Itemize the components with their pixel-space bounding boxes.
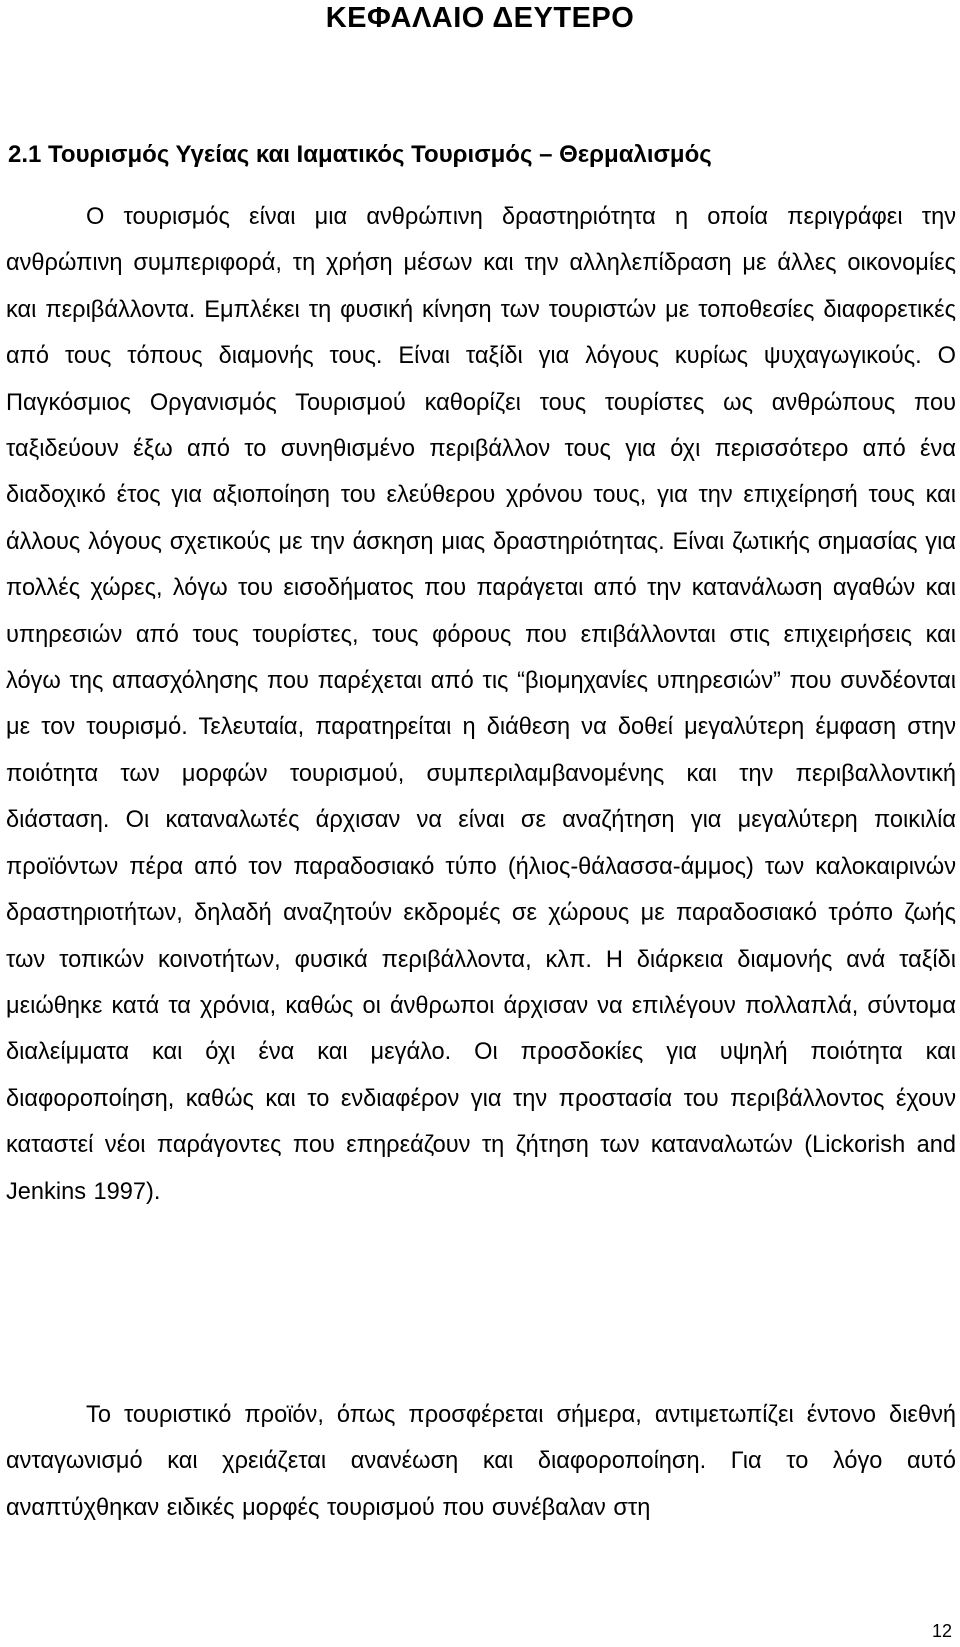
section-heading: 2.1 Τουρισμός Υγείας και Ιαματικός Τουρισμός – Θερμαλισμός [8, 141, 712, 168]
body-paragraph-2: Το τουριστικό προϊόν, όπως προσφέρεται σήμερα, αντιμετωπίζει έντονο διεθνή ανταγωνισμό και χρειάζεται ανανέωση και διαφοροποίηση. Για το λόγο αυτό αναπτύχθηκαν ειδικές μορφές τουρισμού που συνέβαλαν στη [6, 1402, 956, 1521]
body-paragraph-1: Ο τουρισμός είναι μια ανθρώπινη δραστηριότητα η οποία περιγράφει την ανθρώπινη συμπεριφορά, τη χρήση μέσων και την αλληλεπίδραση με άλλες οικονομίες και περιβάλλοντα. Εμπλέκει τη φυσική κίνηση των τουριστών με τοποθεσίες διαφορετικές από τους τόπους διαμονής τους. Είναι ταξίδι για λόγους κυρίως ψυχαγωγικούς. Ο Παγκόσμιος Οργανισμός Τουρισμού καθορίζει τους τουρίστες ως ανθρώπους που ταξιδεύουν έξω από το συνηθισμένο περιβάλλον τους για όχι περισσότερο από ένα διαδοχικό έτος για αξιοποίηση του ελεύθερου χρόνου τους, για την επιχείρησή τους και άλλους λόγους σχετικούς με την άσκηση μιας δραστηριότητας. Είναι ζωτικής σημασίας για πολλές χώρες, λόγω του εισοδήματος που παράγεται από την κατανάλωση αγαθών και υπηρεσιών από τους τουρίστες, τους φόρους που επιβάλλονται στις επιχειρήσεις και λόγω της απασχόλησης που παρέχεται από τις “βιομηχανίες υπηρεσιών” που συνδέονται με τον τουρισμό. Τελευταία, παρατηρείται η διάθεση να δοθεί μεγαλύτερη έμφαση στην ποιότητα των μορφών τουρισμού, συμπεριλαμβανομένης και την περιβαλλοντική διάσταση. Οι καταναλωτές άρχισαν να είναι σε αναζήτηση για μεγαλύτερη ποικιλία προϊόντων πέρα από τον παραδοσιακό τύπο (ήλιος-θάλασσα-άμμος) των καλοκαιρινών δραστηριοτήτων, δηλαδή αναζητούν εκδρομές σε χώρους με παραδοσιακό τρόπο ζωής των τοπικών κοινοτήτων, φυσικά περιβάλλοντα, κλπ. Η διάρκεια διαμονής ανά ταξίδι μειώθηκε κατά τα χρόνια, καθώς οι άνθρωποι άρχισαν να επιλέγουν πολλαπλά, σύντομα διαλείμματα και όχι ένα και μεγάλο. Οι προσδοκίες για υψηλή ποιότητα και διαφοροποίηση, καθώς και το ενδιαφέρον για την προστασία του περιβάλλοντος έχουν καταστεί νέοι παράγοντες που επηρεάζουν τη ζήτηση των καταναλωτών (Lickorish and Jenkins 1997). [6, 204, 956, 1205]
page-number: 12 [931, 1621, 952, 1641]
chapter-title: ΚΕΦΑΛΑΙΟ ΔΕΥΤΕΡΟ [325, 2, 635, 34]
